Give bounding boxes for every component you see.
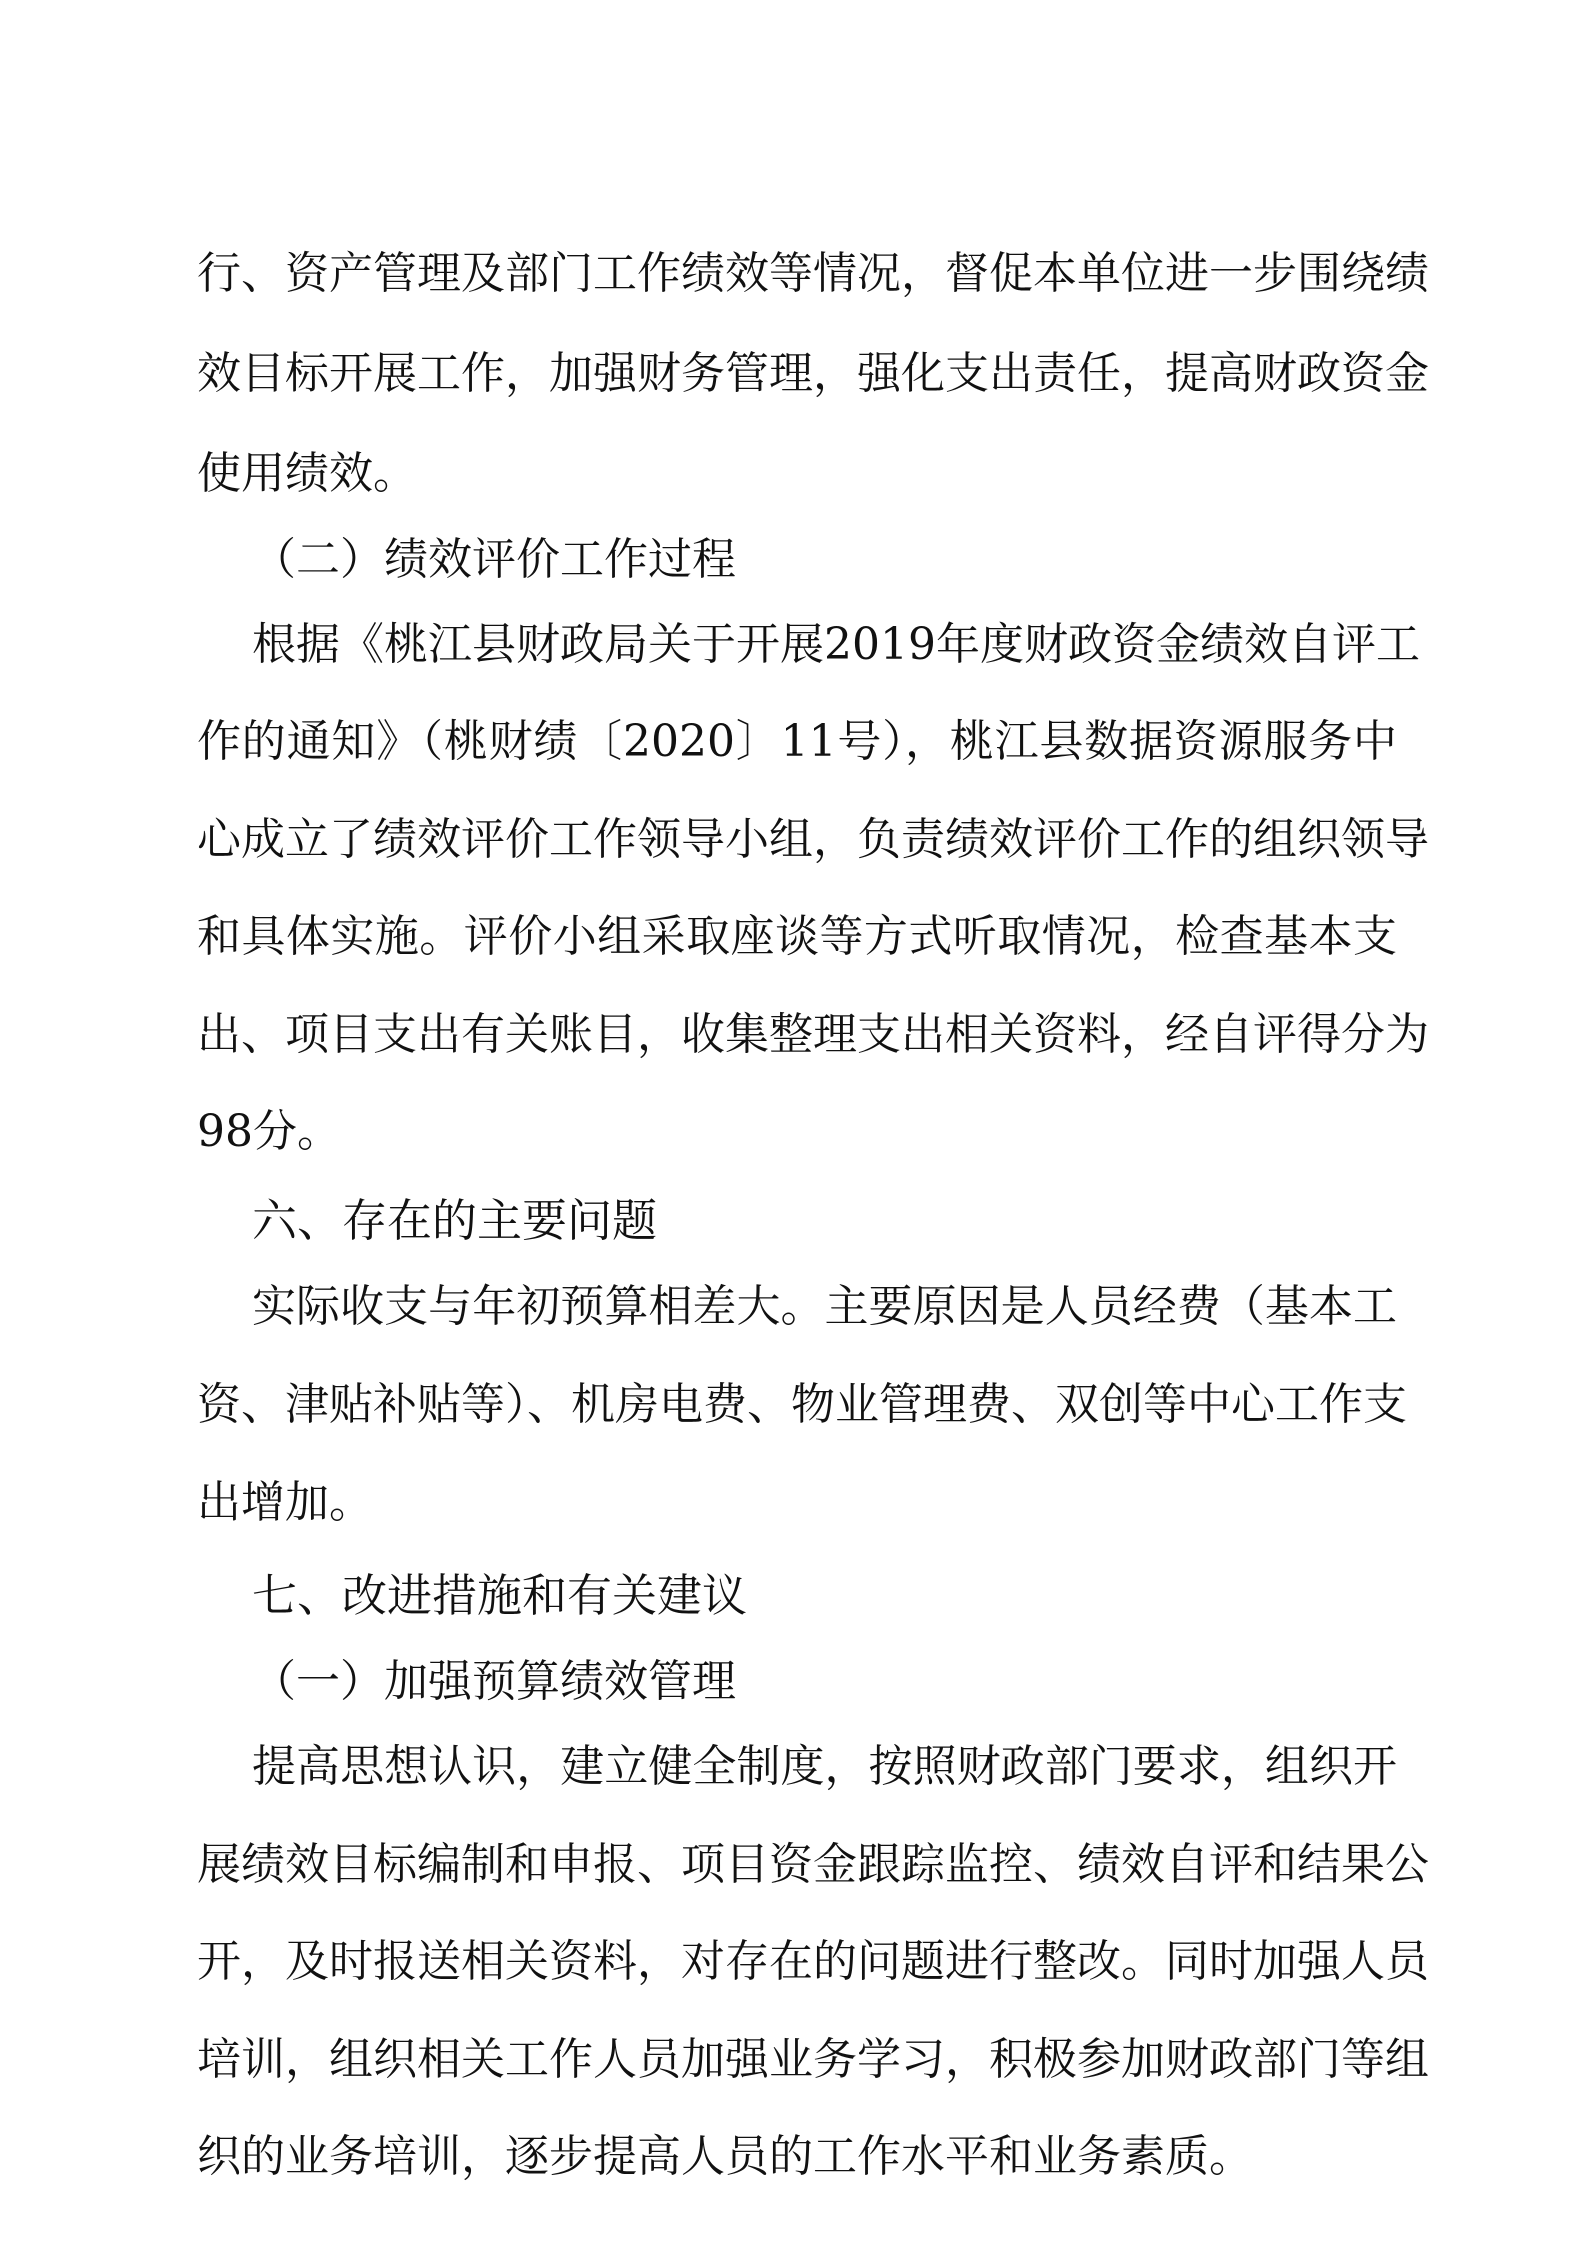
body-text-line: 实际收支与年初预算相差大。主要原因是人员经费（基本工 <box>252 1281 1397 1332</box>
body-text-line: 行、资产管理及部门工作绩效等情况，督促本单位进一步围绕绩 <box>197 248 1429 299</box>
body-text-line: 开，及时报送相关资料，对存在的问题进行整改。同时加强人员 <box>197 1936 1429 1987</box>
body-text-line: 提高思想认识，建立健全制度，按照财政部门要求，组织开 <box>252 1741 1397 1792</box>
section-heading: 七、改进措施和有关建议 <box>252 1569 748 1622</box>
section-subheading: （一）加强预算绩效管理 <box>252 1656 736 1707</box>
section-heading: 六、存在的主要问题 <box>252 1194 658 1247</box>
body-text-line: 作的通知》（桃财绩〔2020〕11号），桃江县数据资源服务中 <box>197 716 1397 767</box>
body-text-line: 出增加。 <box>197 1477 373 1528</box>
body-text-line: 98分。 <box>197 1106 341 1157</box>
section-subheading: （二）绩效评价工作过程 <box>252 534 736 585</box>
body-text-line: 织的业务培训，逐步提高人员的工作水平和业务素质。 <box>197 2131 1253 2182</box>
body-text-line: 出、项目支出有关账目，收集整理支出相关资料，经自评得分为 <box>197 1009 1429 1060</box>
body-text-line: 根据《桃江县财政局关于开展2019年度财政资金绩效自评工 <box>252 619 1420 670</box>
body-text-line: 培训，组织相关工作人员加强业务学习，积极参加财政部门等组 <box>197 2034 1429 2085</box>
body-text-line: 展绩效目标编制和申报、项目资金跟踪监控、绩效自评和结果公 <box>197 1839 1429 1890</box>
body-text-line: 资、津贴补贴等）、机房电费、物业管理费、双创等中心工作支 <box>197 1379 1407 1430</box>
body-text-line: 和具体实施。评价小组采取座谈等方式听取情况，检查基本支 <box>197 911 1397 962</box>
body-text-line: 心成立了绩效评价工作领导小组，负责绩效评价工作的组织领导 <box>197 814 1429 865</box>
body-text-line: 效目标开展工作，加强财务管理，强化支出责任，提高财政资金 <box>197 348 1429 399</box>
body-text-line: 使用绩效。 <box>197 448 417 499</box>
